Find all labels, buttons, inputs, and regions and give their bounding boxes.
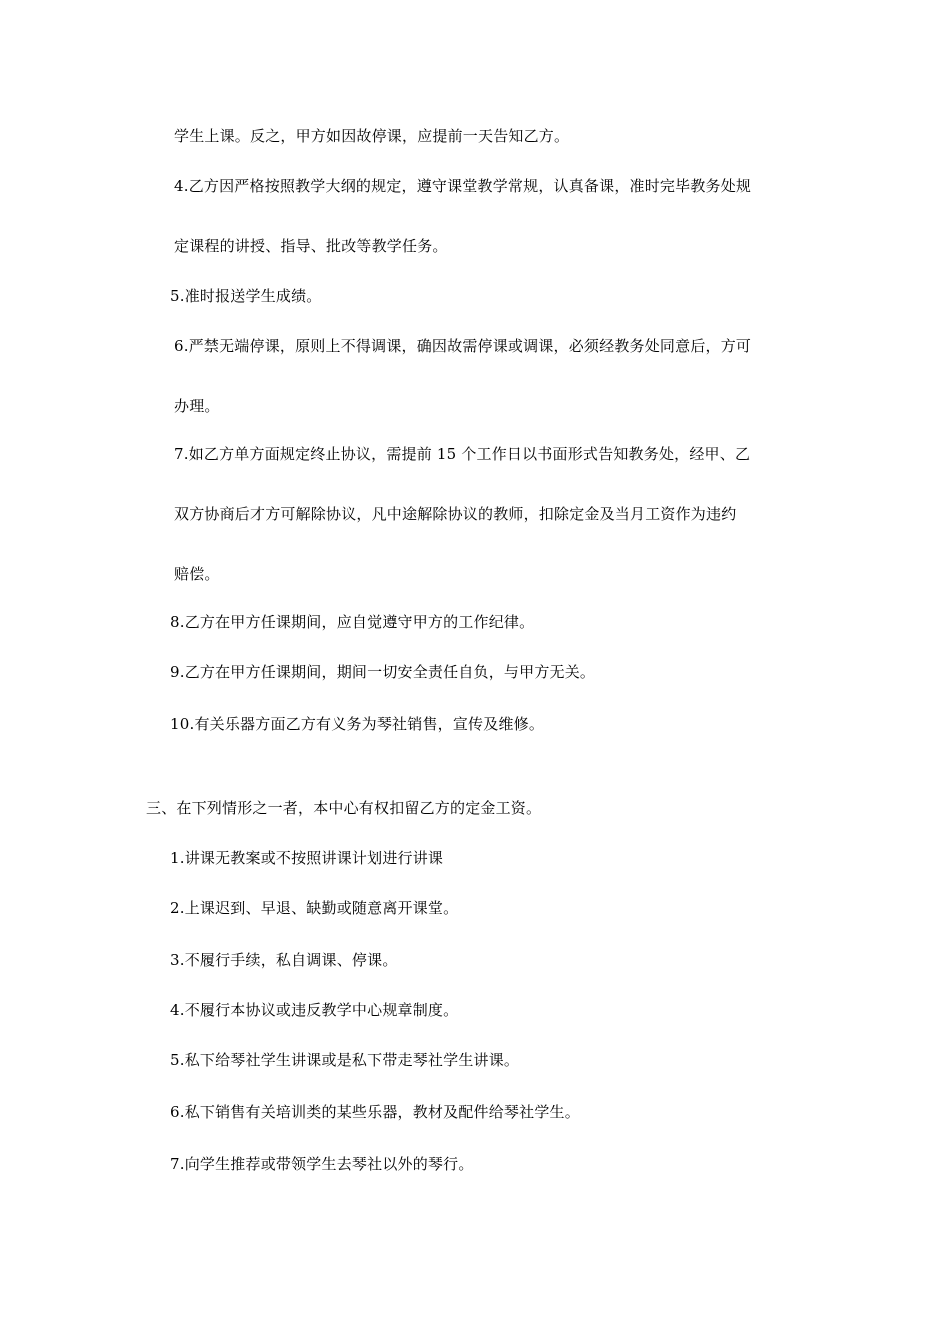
text-line: 6.严禁无端停课，原则上不得调课，确因故需停课或调课，必须经教务处同意后，方可 xyxy=(174,337,752,355)
text-line: 9.乙方在甲方任课期间，期间一切安全责任自负，与甲方无关。 xyxy=(170,663,596,681)
text-line: 7.向学生推荐或带领学生去琴社以外的琴行。 xyxy=(170,1155,474,1173)
text-line: 2.上课迟到、早退、缺勤或随意离开课堂。 xyxy=(170,899,459,917)
text-line: 双方协商后才方可解除协议，凡中途解除协议的教师，扣除定金及当月工资作为违约 xyxy=(174,505,737,523)
text-line: 定课程的讲授、指导、批改等教学任务。 xyxy=(174,237,448,255)
text-line: 4.乙方因严格按照教学大纲的规定，遵守课堂教学常规，认真备课，准时完毕教务处规 xyxy=(174,177,752,195)
text-line: 10.有关乐器方面乙方有义务为琴社销售，宣传及维修。 xyxy=(170,715,545,733)
text-line: 1.讲课无教案或不按照讲课计划进行讲课 xyxy=(170,849,444,867)
text-line: 办理。 xyxy=(174,397,220,415)
text-line: 学生上课。反之，甲方如因故停课，应提前一天告知乙方。 xyxy=(174,127,570,145)
text-line: 5.准时报送学生成绩。 xyxy=(170,287,322,305)
text-line: 5.私下给琴社学生讲课或是私下带走琴社学生讲课。 xyxy=(170,1051,520,1069)
text-line: 3.不履行手续，私自调课、停课。 xyxy=(170,951,398,969)
text-line: 赔偿。 xyxy=(174,565,220,583)
text-line: 7.如乙方单方面规定终止协议，需提前 15 个工作日以书面形式告知教务处，经甲、乙 xyxy=(174,445,751,463)
section-heading: 三、在下列情形之一者，本中心有权扣留乙方的定金工资。 xyxy=(146,799,542,817)
text-line: 4.不履行本协议或违反教学中心规章制度。 xyxy=(170,1001,459,1019)
text-line: 8.乙方在甲方任课期间，应自觉遵守甲方的工作纪律。 xyxy=(170,613,535,631)
text-line: 6.私下销售有关培训类的某些乐器，教材及配件给琴社学生。 xyxy=(170,1103,580,1121)
